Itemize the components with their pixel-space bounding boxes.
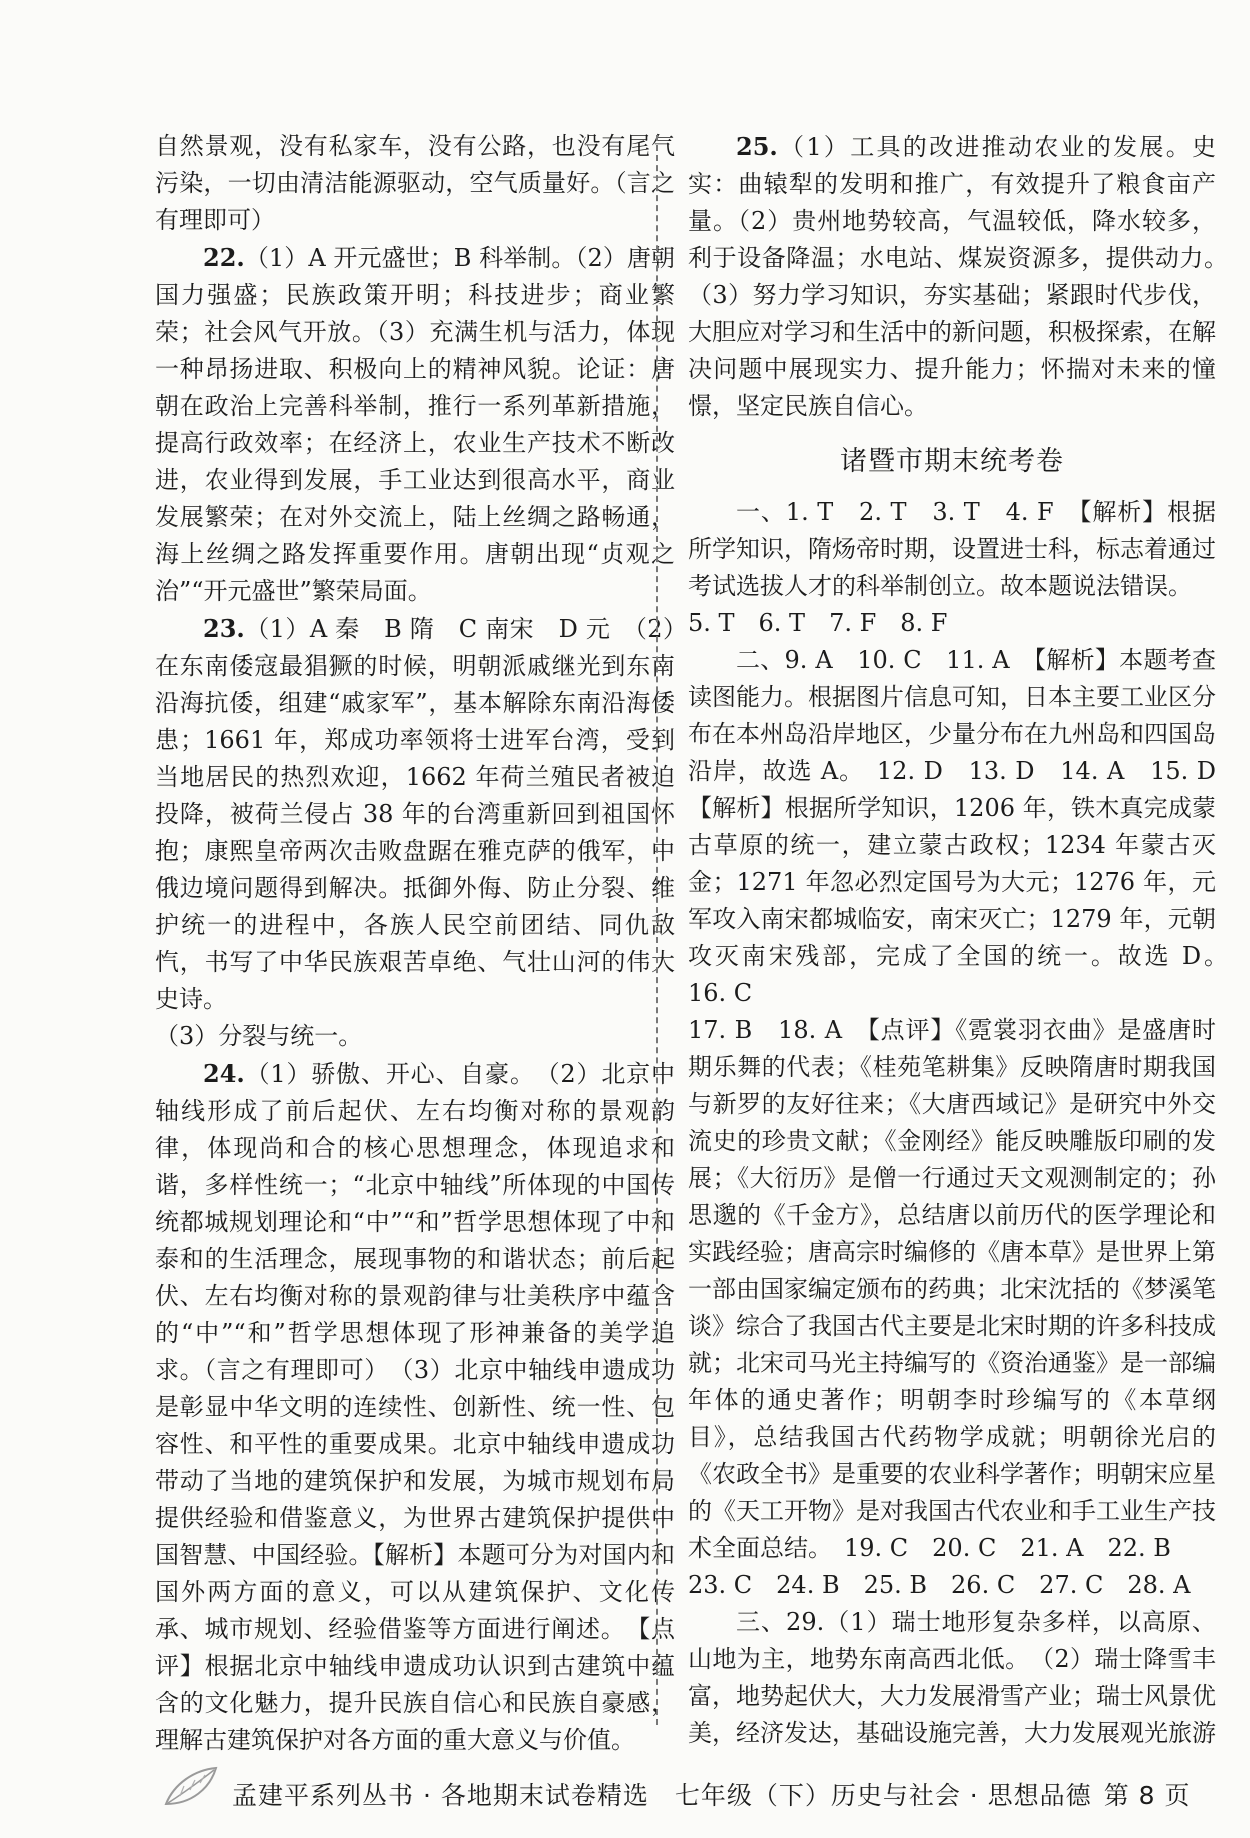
page-footer [160,1770,1220,1818]
section-1-answers: 一、1. T 2. T 3. T 4. F 【解析】根据所学知识，隋炀帝时期，设置进士科，标志着通过考试选拔人才的科举制创立。故本题说法错误。 [688,498,1216,600]
section-3-answers: 三、29.（1）瑞士地形复杂多样，以高原、山地为主，地势东南高西北低。 （2）瑞士降雪丰富，地势起伏大，大力发展滑雪产业；瑞士风景优美，经济发达，基础设施完善，大力发展观光旅游 [688,1608,1216,1747]
answer-text: （1）工具的改进推动农业的发展。史实：曲辕犁的发明和推广，有效提升了粮食亩产量。（2）贵州地势较高，气温较低，降水较多，利于设备降温；水电站、煤炭资源多，提供动力。 （3）努力学习知识，夯实基础；紧跟时代步伐，大胆应对学习和生活中的新问题，积极探索，在解决问题中展现实力、提升能力；怀揣对未来的憧憬，坚定民族自信心。 [688,133,1240,420]
section-title: 诸暨市期末统考卷 [840,446,1064,477]
answer-22 [155,239,675,610]
answer-25 [688,128,1240,425]
series-title: 孟建平系列丛书 · 各地期末试卷精选 七年级（下）历史与社会 · 思想品德 [232,1781,1092,1810]
section-2-answers: 二、9. A 10. C 11. A 【解析】本题考查读图能力。根据图片信息可知，日本主要工业区分布在本州岛沿岸地区，少量分布在九州岛和四国岛沿岸，故选 A。 12. D 13. D 14. A 15. D 【解析】根据所学知识，1206 年，铁木真完成蒙古草原的统一，建立蒙古政权；1234 年蒙古灭金；1271 年忽必烈定国号为大元；1276 年，元军攻入南宋都城临安，南宋灭亡；1279 年，元朝攻灭南宋残部，完成了全国的统一。故选 D。 16. C [688,646,1240,1007]
right-column [688,128,1240,1752]
section-1-answers-cont: 5. T 6. T 7. F 8. F [688,609,948,637]
question-number: 25. [736,132,778,161]
left-column [155,128,675,1759]
page-number: 第 8 页 [1103,1781,1191,1810]
leaf-logo-icon [160,1758,220,1818]
question-number: 24. [203,1059,245,1088]
section-2-answers-cont: 17. B 18. A 【点评】《霓裳羽衣曲》是盛唐时期乐舞的代表；《桂苑笔耕集》反映隋唐时期我国与新罗的友好往来；《大唐西域记》是研究中外交流史的珍贵文献；《金刚经》能反映雕版印刷的发展；《大衍历》是僧一行通过天文观测制定的；孙思邈的《千金方》，总结唐以前历代的医学理论和实践经验；唐高宗时编修的《唐本草》是世界上第一部由国家编定颁布的药典；北宋沈括的《梦溪笔谈》综合了我国古代主要是北宋时期的许多科技成就；北宋司马光主持编写的《资治通鉴》是一部编年体的通史著作；明朝李时珍编写的《本草纲目》，总结我国古代药物学成就；明朝徐光启的《农政全书》是重要的农业科学著作；明朝宋应星的《天工开物》是对我国古代农业和手工业生产技术全面总结。 19. C 20. C 21. A 22. B [688,1016,1216,1562]
column-divider [656,135,658,1725]
answer-24 [155,1055,675,1759]
answer-text: （1）A 开元盛世；B 科举制。（2）唐朝国力强盛；民族政策开明；科技进步；商业繁荣；社会风气开放。（3）充满生机与活力，体现一种昂扬进取、积极向上的精神风貌。论证：唐朝在政治上完善科举制，推行一系列革新措施，提高行政效率；在经济上，农业生产技术不断改进，农业得到发展，手工业达到很高水平，商业发展繁荣；在对外交流上，陆上丝绸之路畅通，海上丝绸之路发挥重要作用。唐朝出现“贞观之治”“开元盛世”繁荣局面。 [155,244,675,605]
question-number: 22. [203,243,245,272]
answer-23 [155,610,675,1018]
answer-text: （1）A 秦 B 隋 C 南宋 D 元 （2）在东南倭寇最猖獗的时候，明朝派戚继光到东南沿海抗倭，组建“戚家军”，基本解除东南沿海倭患；1661 年，郑成功率领将士进军台湾，受到当地居民的热烈欢迎，1662 年荷兰殖民者被迫投降，被荷兰侵占 38 年的台湾重新回到祖国怀抱；康熙皇帝两次击败盘踞在雅克萨的俄军，中俄边境问题得到解决。抵御外侮、防止分裂、维护统一的进程中，各族人民空前团结、同仇敌忾，书写了中华民族艰苦卓绝、气壮山河的伟大史诗。 [155,615,675,1013]
footer-text [232,1776,1191,1812]
answer-23-part3: （3）分裂与统一。 [155,1022,363,1050]
question-number: 23. [203,614,245,643]
answer-text: （1）骄傲、开心、自豪。 （2）北京中轴线形成了前后起伏、左右均衡对称的景观韵律，体现尚和合的核心思想理念，体现追求和谐，多样性统一；“北京中轴线”所体现的中国传统都城规划理论和“中”“和”哲学思想体现了中和泰和的生活理念，展现事物的和谐状态；前后起伏、左右均衡对称的景观韵律与壮美秩序中蕴含的“中”“和”哲学思想体现了形神兼备的美学追求。（言之有理即可） （3）北京中轴线申遗成功是彰显中华文明的连续性、创新性、统一性、包容性、和平性的重要成果。北京中轴线申遗成功带动了当地的建筑保护和发展，为城市规划布局提供经验和借鉴意义，为世界古建筑保护提供中国智慧、中国经验。【解析】本题可分为对国内和国外两方面的意义，可以从建筑保护、文化传承、城市规划、经验借鉴等方面进行阐述。 【点评】根据北京中轴线申遗成功认识到古建筑中蕴含的文化魅力，提升民族自信心和民族自豪感，理解古建筑保护对各方面的重大意义与价值。 [155,1060,675,1754]
paragraph-continuation: 自然景观，没有私家车，没有公路，也没有尾气污染，一切由清洁能源驱动，空气质量好。（言之有理即可） [155,132,675,234]
section-2-answers-end: 23. C 24. B 25. B 26. C 27. C 28. A [688,1571,1191,1599]
